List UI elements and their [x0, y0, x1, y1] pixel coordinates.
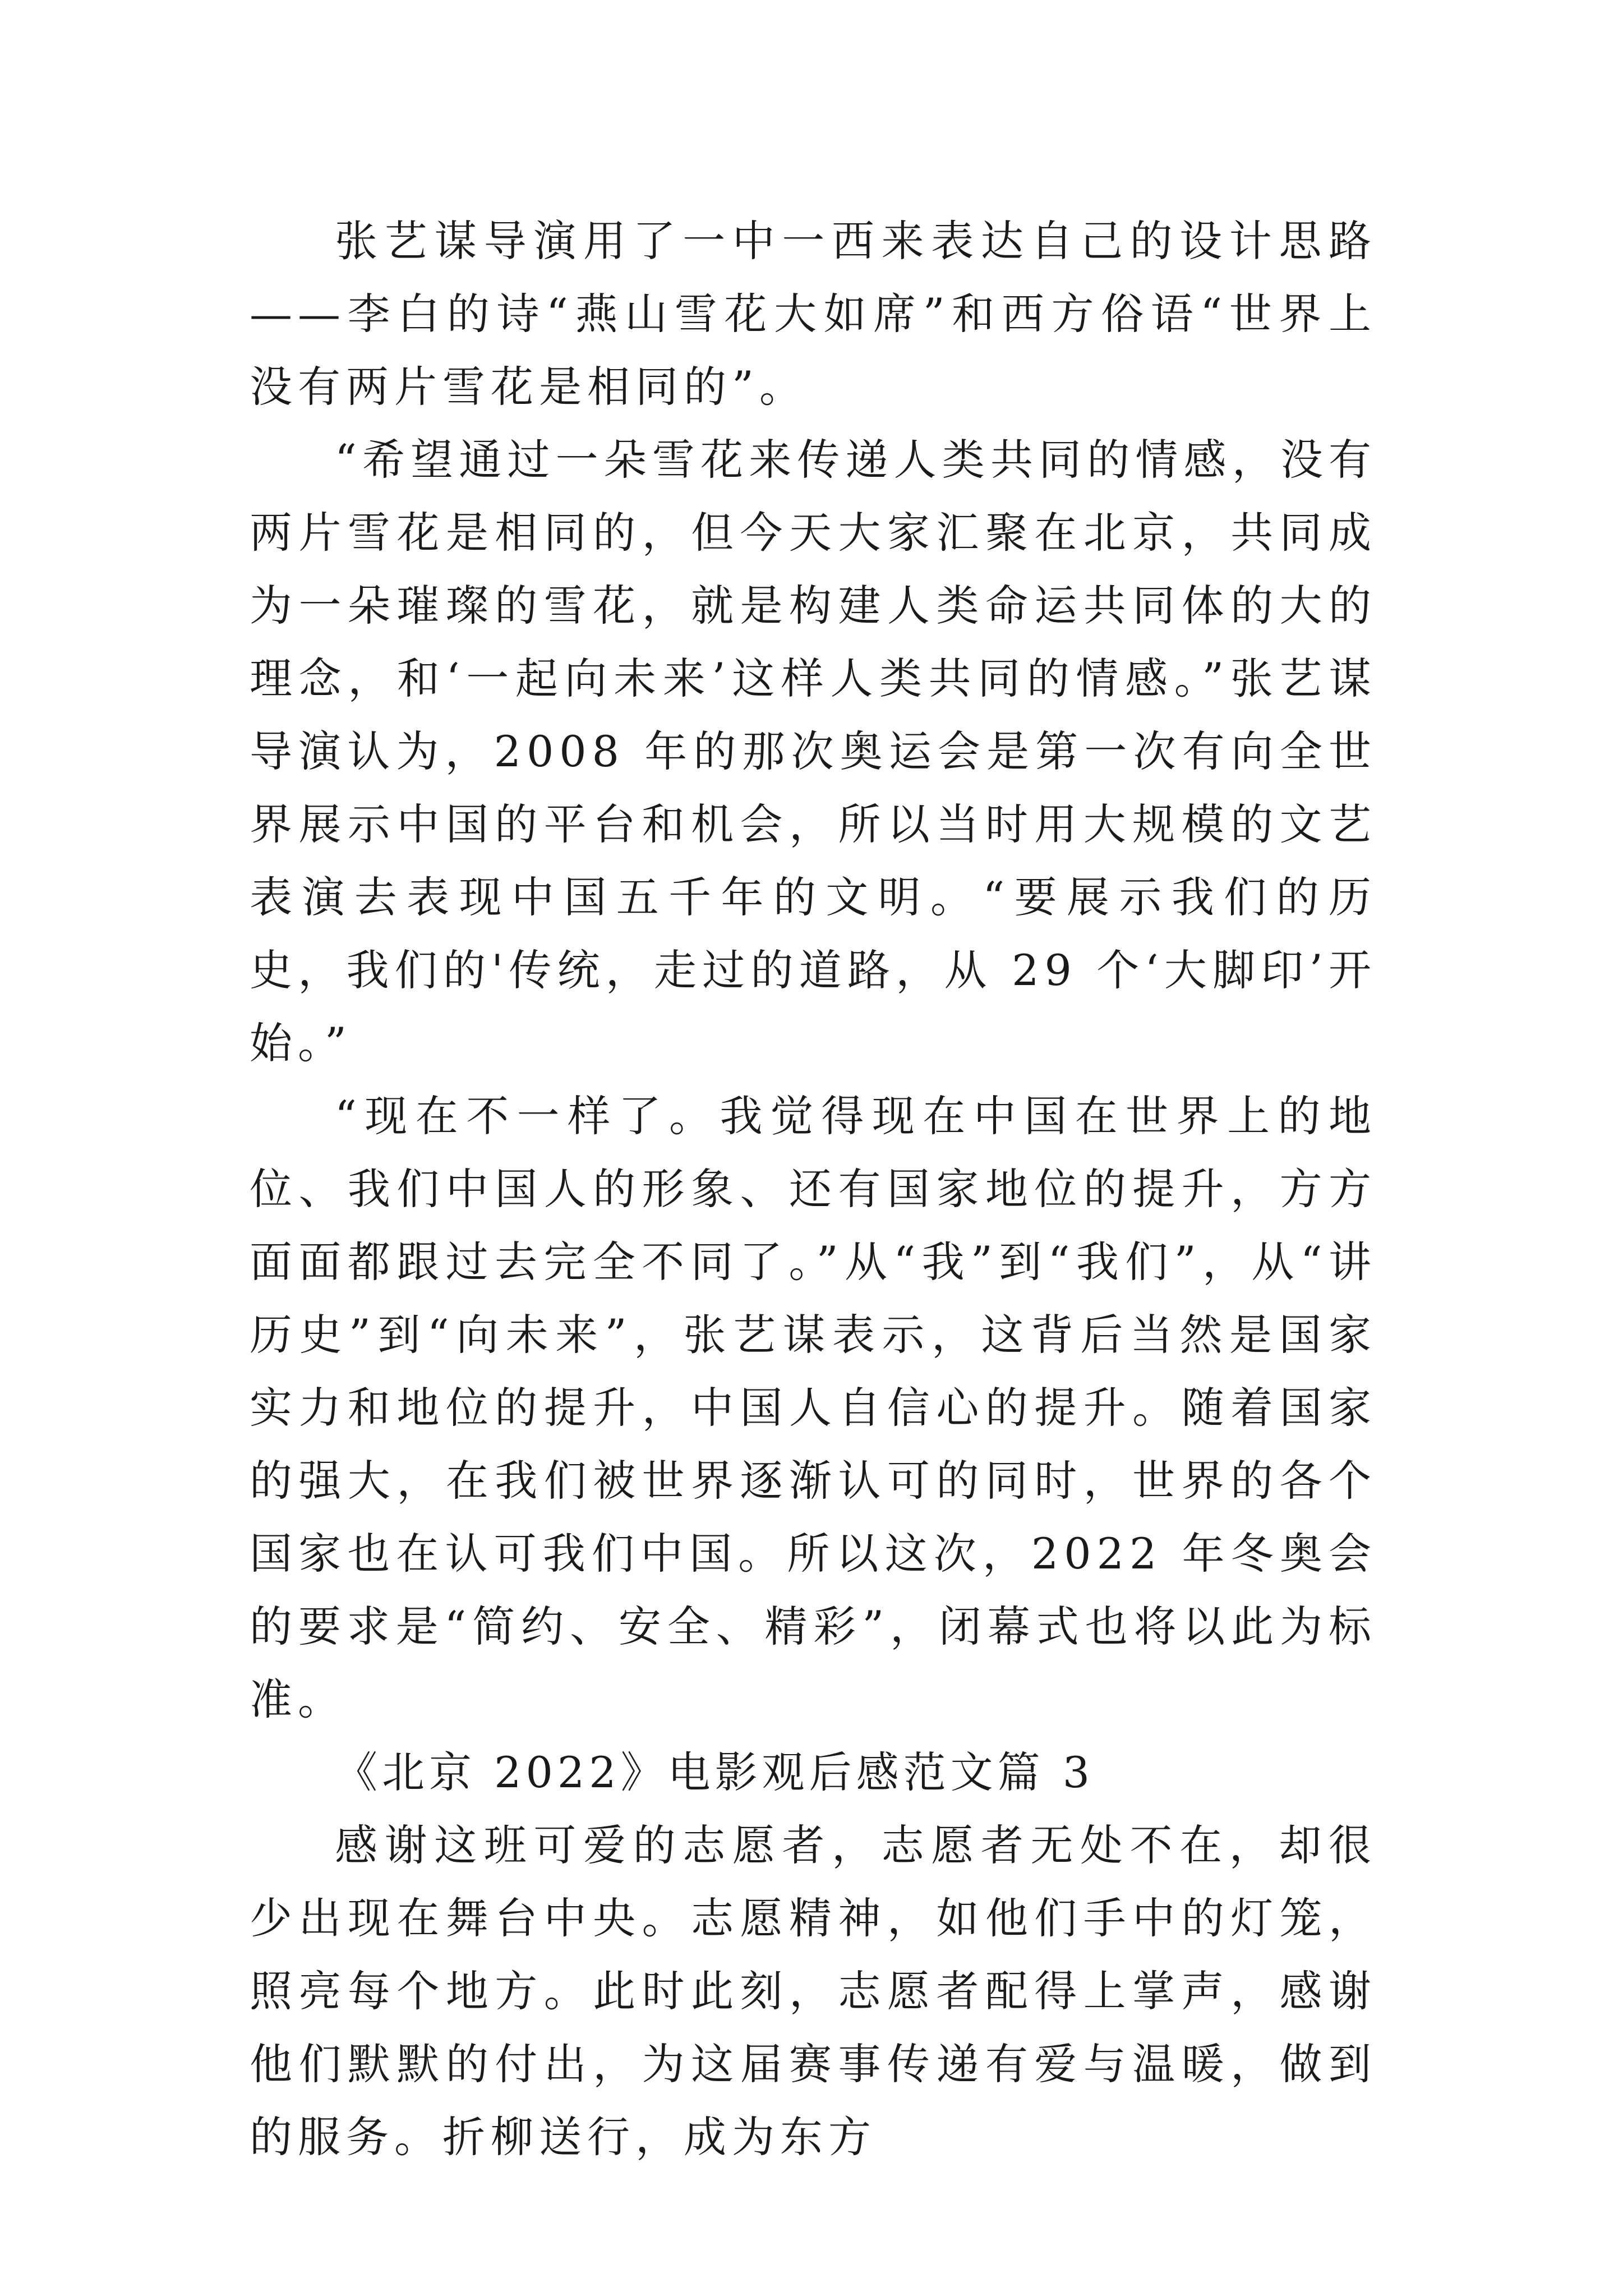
paragraph-design-idea: 张艺谋导演用了一中一西来表达自己的设计思路——李白的诗“燕山雪花大如席”和西方俗语“世界上没有两片雪花是相同的”。: [250, 216, 1377, 412]
section-heading: 《北京 2022》电影观后感范文篇 3: [335, 1747, 1095, 1797]
paragraph-changes-quote: “现在不一样了。我觉得现在中国在世界上的地位、我们中国人的形象、还有国家地位的提升，方方面面都跟过去完全不同了。”从“我”到“我们”，从“讲历史”到“向未来”，张艺谋表示，这背后当然是国家实力和地位的提升，中国人自信心的提升。随着国家的强大，在我们被世界逐渐认可的同时，世界的各个国家也在认可我们中国。所以这次，2022 年冬奥会的要求是“简约、安全、精彩”，闭幕式也将以此为标准。: [250, 1091, 1377, 1724]
paragraph-snowflake-quote: “希望通过一朵雪花来传递人类共同的情感，没有两片雪花是相同的，但今天大家汇聚在北京，共同成为一朵璀璨的雪花，就是构建人类命运共同体的大的理念，和‘一起向未来’这样人类共同的情感。”张艺谋导演认为，2008 年的那次奥运会是第一次有向全世界展示中国的平台和机会，所以当时用大规模的文艺表演去表现中国五千年的文明。“要展示我们的历史，我们的'传统，走过的道路，从 29 个‘大脚印’开始。”: [250, 435, 1377, 1068]
document-body: [250, 205, 1377, 2174]
paragraph-volunteers: 感谢这班可爱的志愿者，志愿者无处不在，却很少出现在舞台中央。志愿精神，如他们手中的灯笼，照亮每个地方。此时此刻，志愿者配得上掌声，感谢他们默默的付出，为这届赛事传递有爱与温暖，做到的服务。折柳送行，成为东方: [250, 1820, 1377, 2162]
